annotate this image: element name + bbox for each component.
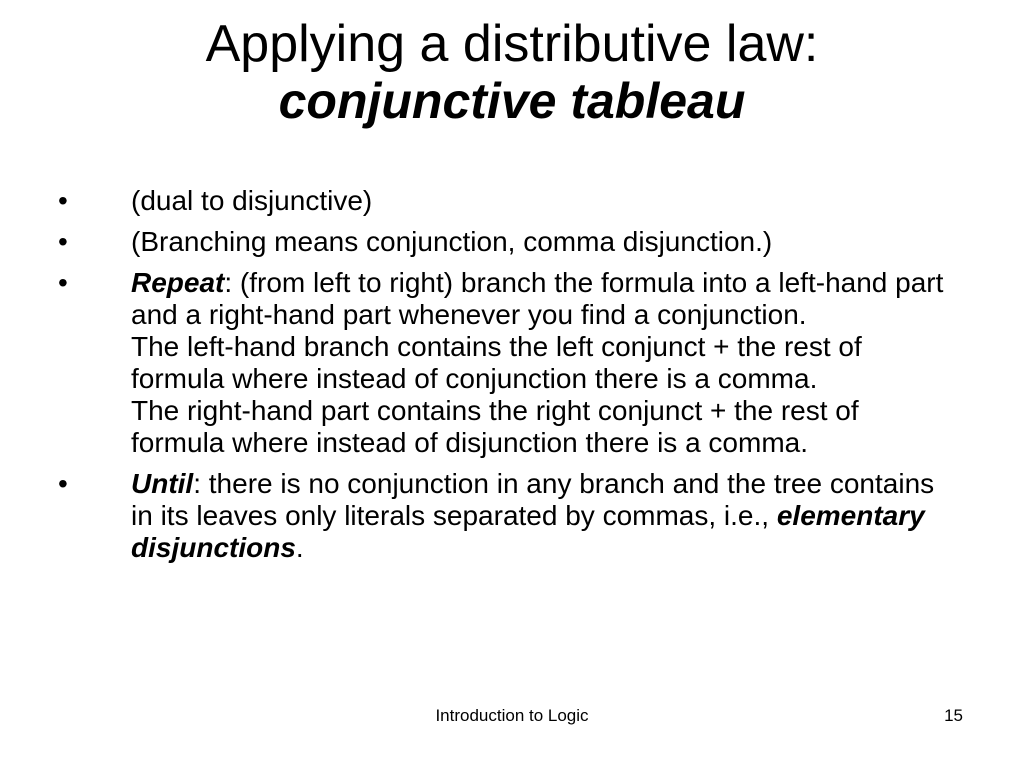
- repeat-paragraph: [131, 267, 958, 331]
- title-line-1: Applying a distributive law:: [205, 15, 819, 73]
- footer-course-title: Introduction to Logic: [435, 706, 589, 725]
- left-branch-paragraph: The left-hand branch contains the left conjunct + the rest of formula where instead of conjunction there is a comma.: [131, 331, 862, 394]
- right-branch-paragraph: The right-hand part contains the right conjunct + the rest of formula where instead of disjunction there is a comma.: [131, 395, 859, 458]
- bullet-text: (Branching means conjunction, comma disjunction.): [131, 226, 773, 257]
- slide-number: 15: [944, 706, 963, 725]
- bullet-item-until: [58, 468, 958, 564]
- until-text: : there is no conjunction in any branch and the tree contains in its leaves only literals separated by commas, i.e.,: [131, 468, 935, 531]
- bullet-item-dual: [58, 185, 958, 217]
- elementary-disjunctions-term: elementary disjunctions: [131, 500, 925, 563]
- bullet-item-branching: [58, 226, 958, 258]
- repeat-keyword: Repeat: [131, 267, 225, 298]
- until-keyword: Until: [131, 468, 194, 499]
- until-paragraph: [131, 468, 958, 564]
- title-line-2: conjunctive tableau: [278, 73, 746, 129]
- bullet-text: (dual to disjunctive): [131, 185, 373, 216]
- until-end: .: [295, 532, 304, 563]
- bullet-marker: •: [58, 226, 68, 257]
- bullet-marker: •: [58, 468, 68, 499]
- bullet-item-repeat: [58, 267, 958, 459]
- repeat-text: : (from left to right) branch the formula into a left-hand part and a right-hand part whenever you find a conjunction.: [131, 267, 944, 330]
- bullet-marker: •: [58, 267, 68, 298]
- bullet-list: [58, 185, 958, 573]
- slide-title: [0, 16, 1024, 128]
- bullet-marker: •: [58, 185, 68, 216]
